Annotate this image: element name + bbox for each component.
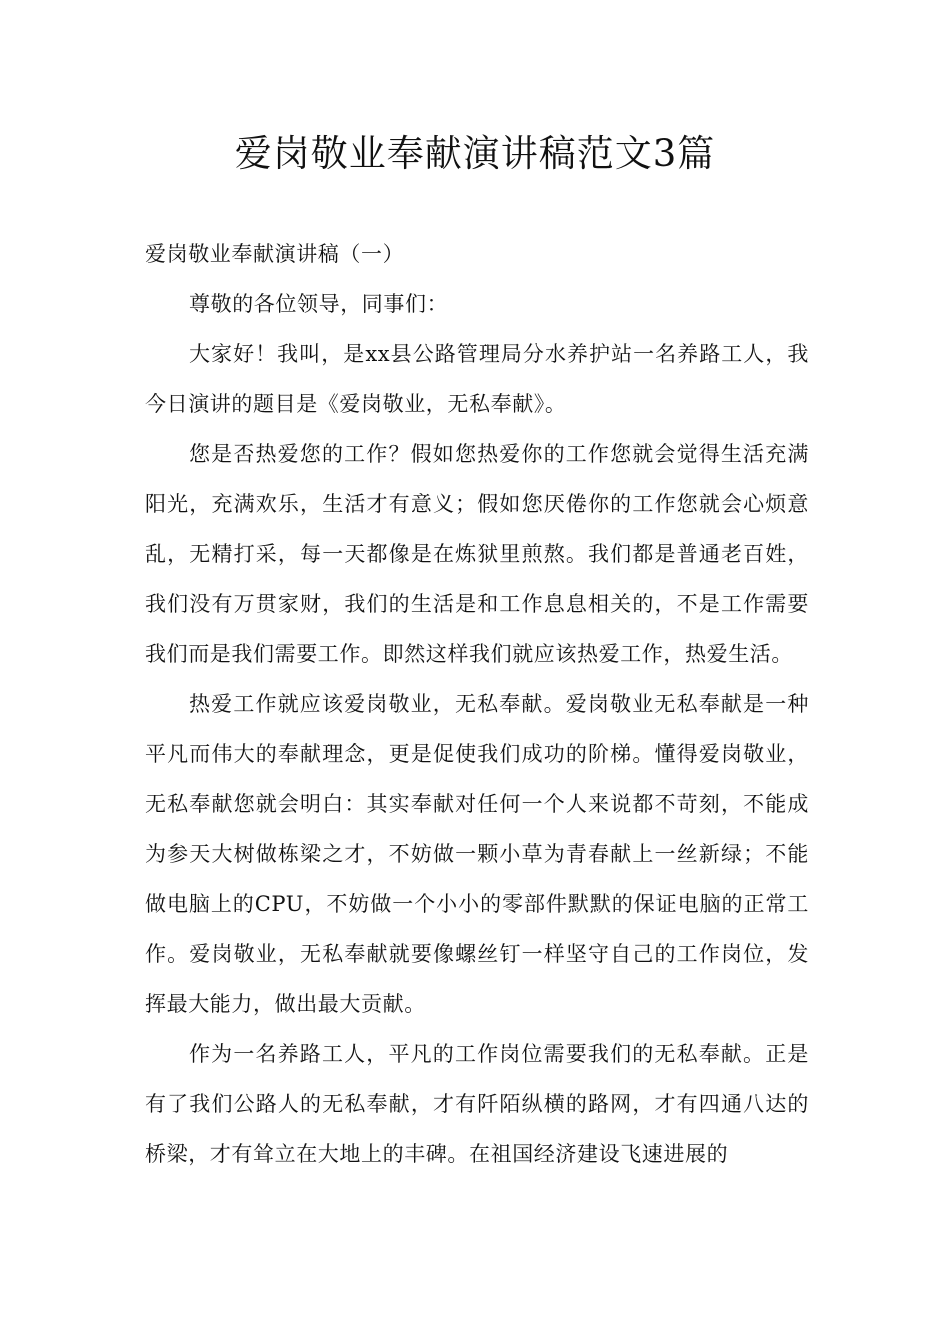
document-body <box>145 229 809 1179</box>
section-heading: 爱岗敬业奉献演讲稿（一） <box>145 242 405 266</box>
paragraph-greeting: 大家好！我叫，是xx县公路管理局分水养护站一名养路工人，我今日演讲的题目是《爱岗敬业，无私奉献》。 <box>145 342 809 416</box>
salutation: 尊敬的各位领导，同事们： <box>189 292 449 316</box>
document-title: 爱岗敬业奉献演讲稿范文3篇 <box>234 132 716 175</box>
paragraph-dedication: 热爱工作就应该爱岗敬业，无私奉献。爱岗敬业无私奉献是一种平凡而伟大的奉献理念，更是促使我们成功的阶梯。懂得爱岗敬业，无私奉献您就会明白：其实奉献对任何一个人来说都不苛刻，不能成为参天大树做栋梁之才，不妨做一颗小草为青春献上一丝新绿；不能做电脑上的CPU，不妨做一个小小的零部件默默的保证电脑的正常工作。爱岗敬业，无私奉献就要像螺丝钉一样坚守自己的工作岗位，发挥最大能力，做出最大贡献。 <box>145 692 809 1016</box>
paragraph-road-worker: 作为一名养路工人，平凡的工作岗位需要我们的无私奉献。正是有了我们公路人的无私奉献，才有阡陌纵横的路网，才有四通八达的桥梁，才有耸立在大地上的丰碑。在祖国经济建设飞速进展的 <box>145 1042 809 1166</box>
paragraph-love-work: 您是否热爱您的工作？假如您热爱你的工作您就会觉得生活充满阳光，充满欢乐，生活才有意义；假如您厌倦你的工作您就会心烦意乱，无精打采，每一天都像是在炼狱里煎熬。我们都是普通老百姓，我们没有万贯家财，我们的生活是和工作息息相关的，不是工作需要我们而是我们需要工作。即然这样我们就应该热爱工作，热爱生活。 <box>145 442 809 666</box>
